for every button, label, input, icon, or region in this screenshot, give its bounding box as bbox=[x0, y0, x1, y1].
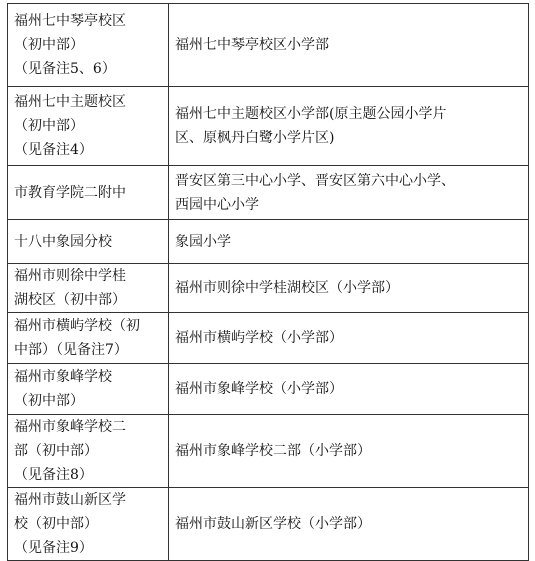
table-row bbox=[8, 313, 529, 364]
school-zone-table-body bbox=[8, 4, 529, 561]
primary-school-cell bbox=[169, 313, 529, 364]
table-row bbox=[8, 264, 529, 313]
middle-school-cell bbox=[8, 313, 169, 364]
school-zone-table bbox=[7, 3, 529, 561]
cell-text-line: （见备注9） bbox=[14, 540, 93, 556]
primary-school-cell bbox=[169, 264, 529, 313]
cell-text-line: 湖校区（初中部） bbox=[14, 292, 126, 308]
cell-text-line: （见备注4） bbox=[14, 142, 93, 158]
primary-school-cell bbox=[169, 488, 529, 561]
cell-text-line: 福州市则徐中学桂 bbox=[14, 268, 126, 284]
table-row bbox=[8, 488, 529, 561]
middle-school-cell bbox=[8, 264, 169, 313]
cell-text-line: （初中部） bbox=[14, 118, 84, 134]
cell-text-line: 福州七中琴亭校区小学部 bbox=[175, 37, 329, 53]
middle-school-cell bbox=[8, 488, 169, 561]
cell-text-line: 部（初中部） bbox=[14, 443, 98, 459]
cell-text-line: （初中部） bbox=[14, 393, 84, 409]
middle-school-cell bbox=[8, 364, 169, 415]
cell-text-line: 十八中象园分校 bbox=[14, 233, 112, 250]
table-row bbox=[8, 4, 529, 87]
cell-text-line: 福州七中主题校区小学部(原主题公园小学片 bbox=[175, 106, 447, 122]
table-row bbox=[8, 166, 529, 220]
cell-text-line: （见备注5、6） bbox=[14, 61, 116, 77]
cell-text-line: （见备注8） bbox=[14, 467, 93, 483]
cell-text-line: 福州市则徐中学桂湖校区（小学部） bbox=[175, 280, 399, 296]
cell-text-line: 福州市象峰学校（小学部） bbox=[175, 381, 343, 397]
primary-school-cell bbox=[169, 220, 529, 264]
cell-text-line: 区、原枫丹白鹭小学片区) bbox=[175, 130, 335, 146]
cell-text-line: 福州市鼓山新区学 bbox=[14, 492, 126, 508]
primary-school-cell bbox=[169, 166, 529, 220]
cell-text-line: 福州市鼓山新区学校（小学部） bbox=[175, 516, 371, 532]
cell-text-line: 中部）（见备注7） bbox=[14, 342, 128, 358]
cell-text-line: 晋安区第三中心小学、晋安区第六中心小学、 bbox=[175, 172, 455, 189]
middle-school-cell bbox=[8, 166, 169, 220]
cell-text-line: 福州市象峰学校 bbox=[14, 369, 112, 385]
middle-school-cell bbox=[8, 415, 169, 488]
table-row bbox=[8, 415, 529, 488]
table-row bbox=[8, 364, 529, 415]
cell-text-line: 福州市象峰学校二部（小学部） bbox=[175, 443, 371, 459]
cell-text-line: （初中部） bbox=[14, 37, 84, 53]
primary-school-cell bbox=[169, 364, 529, 415]
primary-school-cell bbox=[169, 415, 529, 488]
cell-text-line: 福州市象峰学校二 bbox=[14, 419, 126, 435]
middle-school-cell bbox=[8, 220, 169, 264]
cell-text-line: 福州市横屿学校（小学部） bbox=[175, 330, 343, 346]
table-row bbox=[8, 220, 529, 264]
cell-text-line: 福州市横屿学校（初 bbox=[14, 318, 140, 334]
cell-text-line: 福州七中琴亭校区 bbox=[14, 13, 126, 29]
cell-text-line: 福州七中主题校区 bbox=[14, 94, 126, 110]
cell-text-line: 象园小学 bbox=[175, 233, 231, 250]
cell-text-line: 市教育学院二附中 bbox=[14, 184, 126, 201]
middle-school-cell bbox=[8, 4, 169, 87]
cell-text-line: 西园中心小学 bbox=[175, 196, 259, 213]
primary-school-cell bbox=[169, 4, 529, 87]
primary-school-cell bbox=[169, 87, 529, 166]
cell-text-line: 校（初中部） bbox=[14, 516, 98, 532]
table-row bbox=[8, 87, 529, 166]
middle-school-cell bbox=[8, 87, 169, 166]
